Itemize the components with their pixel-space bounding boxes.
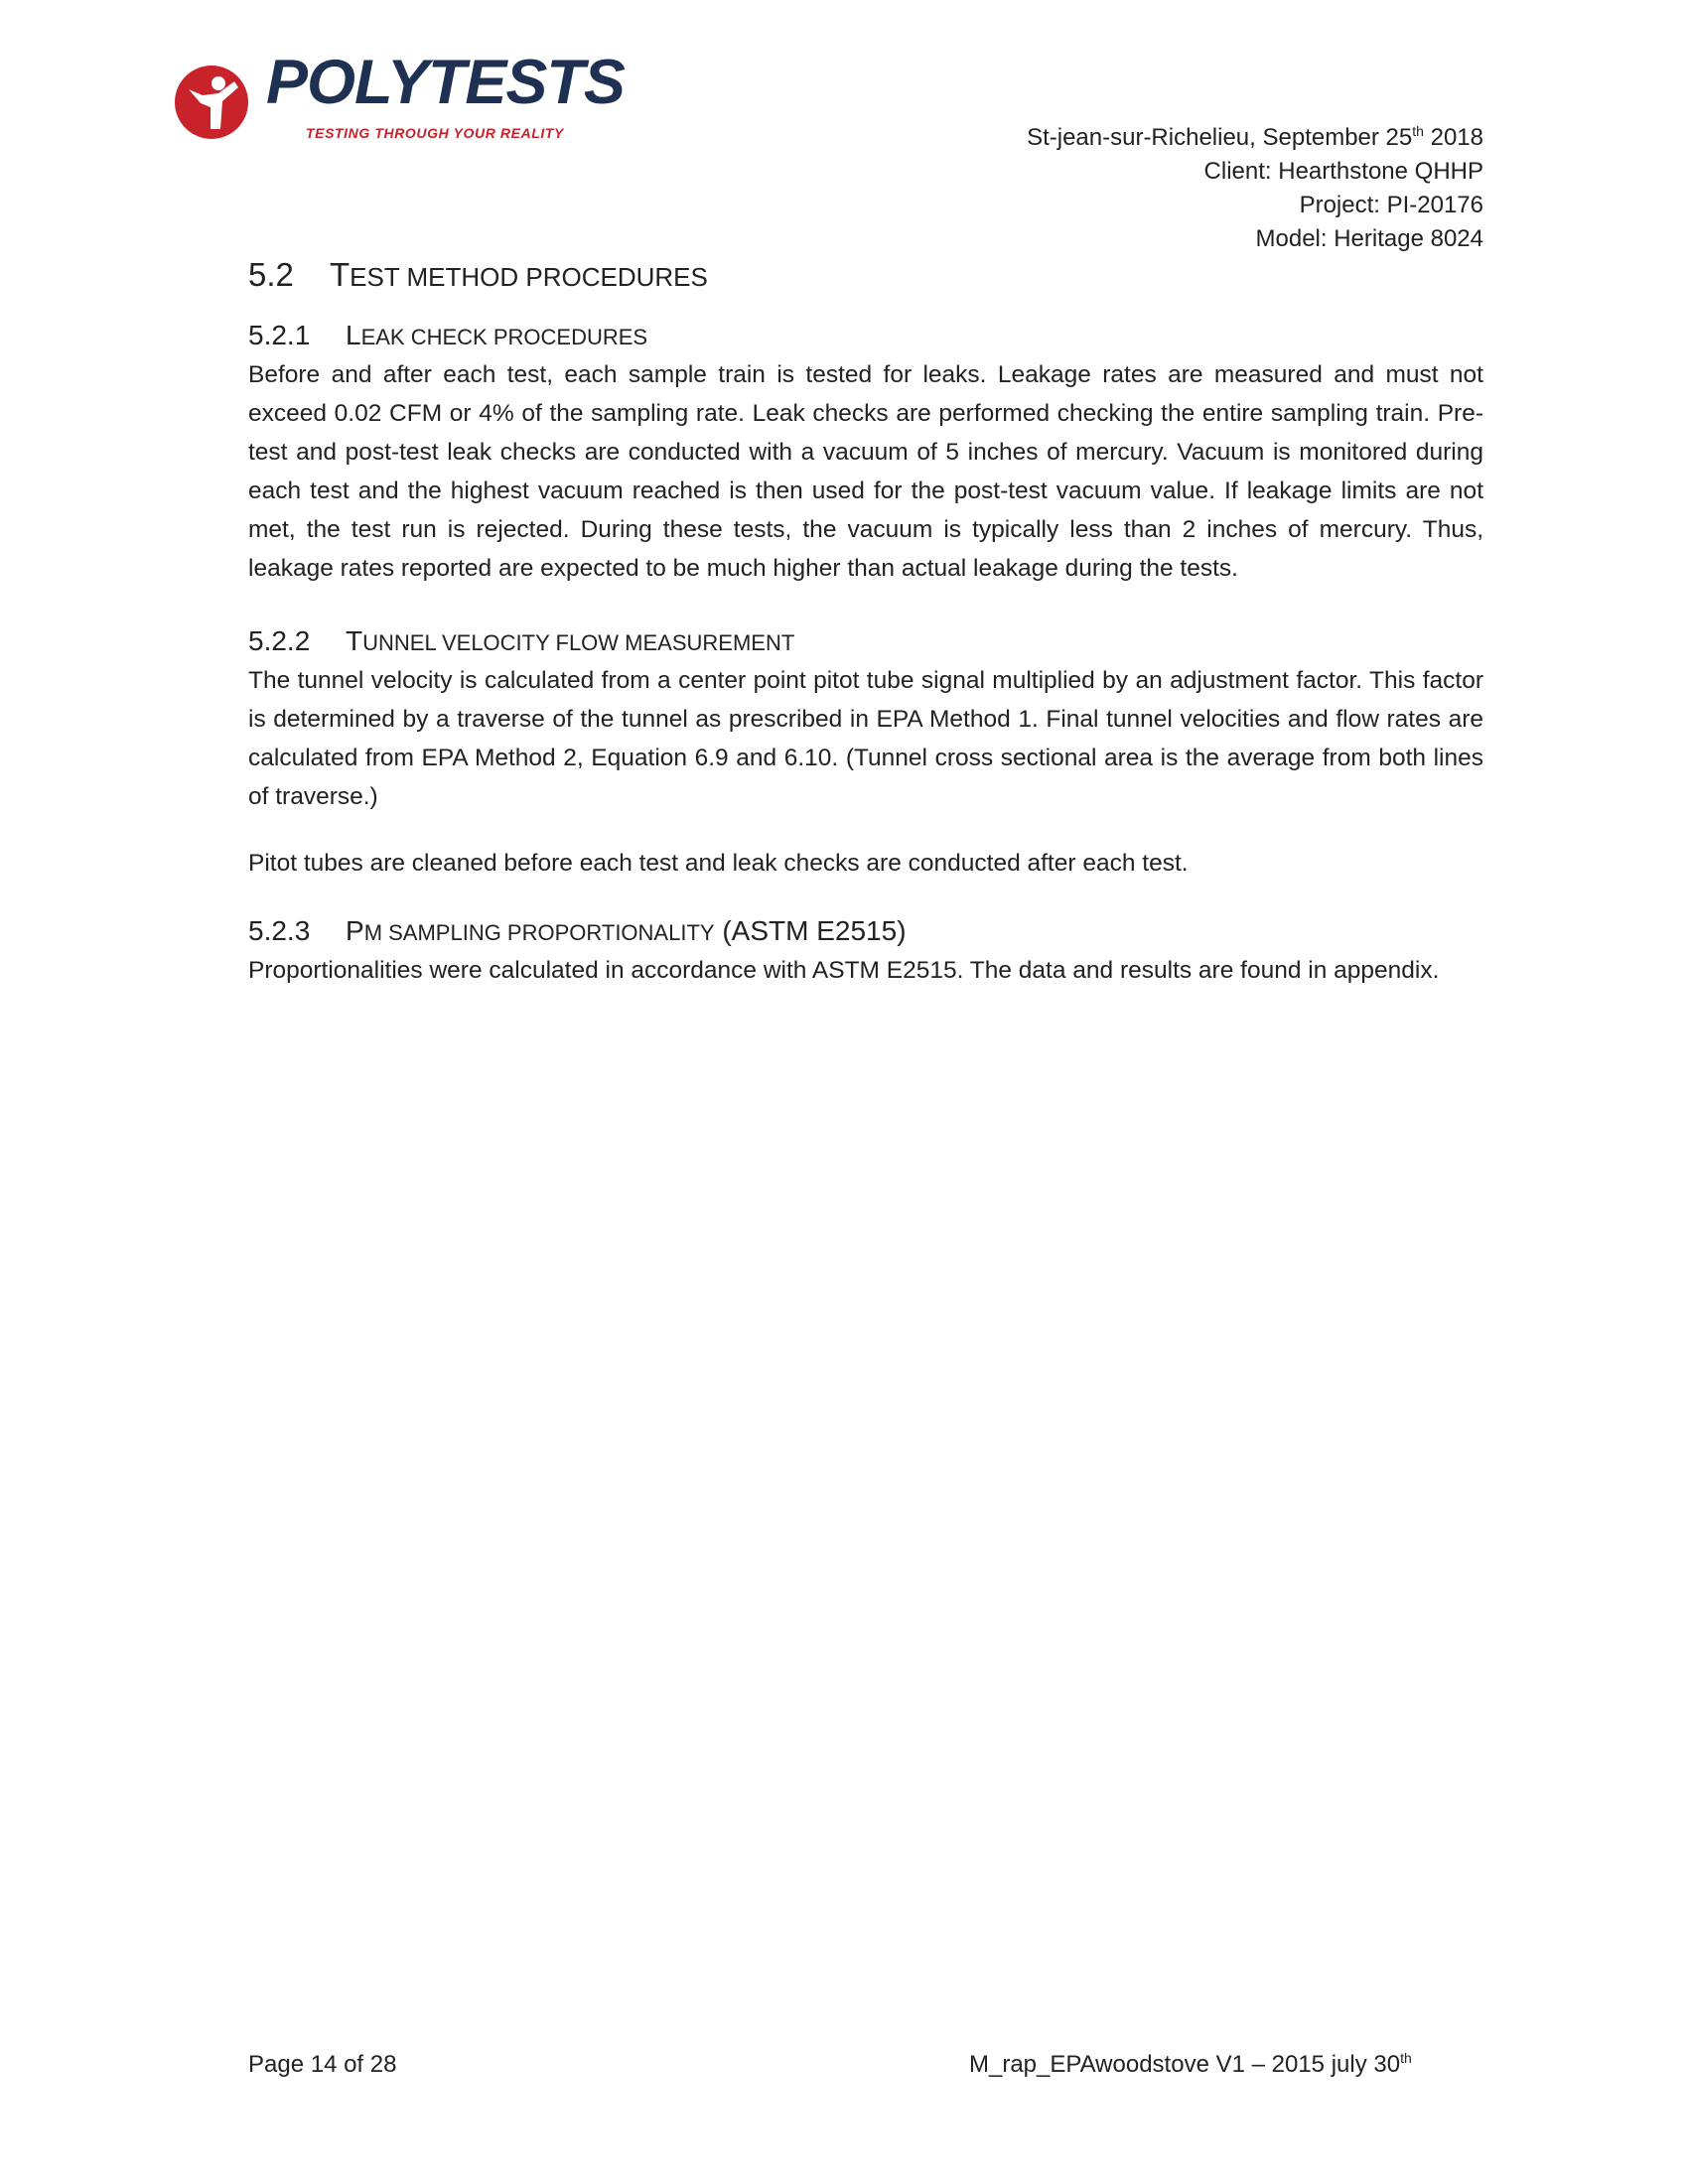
subsection-5-2-1 <box>248 320 1483 588</box>
header-info <box>1027 121 1483 256</box>
subsection-title-initial: P <box>346 915 364 946</box>
document-reference: M_rap_EPAwoodstove V1 – 2015 july 30th <box>969 2050 1412 2078</box>
paragraph: Pitot tubes are cleaned before each test and leak checks are conducted after each test. <box>248 850 1189 877</box>
section-number: 5.2 <box>248 256 294 293</box>
logo-emblem-icon <box>171 60 252 141</box>
subsection-title-rest: UNNEL VELOCITY FLOW MEASUREMENT <box>362 630 795 655</box>
subsection-number: 5.2.1 <box>248 320 311 350</box>
subsection-5-2-2 <box>248 625 1483 883</box>
paragraph: Before and after each test, each sample train is tested for leaks. Leakage rates are measured and must not exceed 0.02 CFM or 4% of the sampling rate. Leak checks are performed checking the entire sampling train. Pre-test and post-test leak checks are conducted with a vacuum of 5 inches of mercury. Vacuum is monitored during each test and the highest vacuum reached is then used for the post-test vacuum value. If leakage limits are not met, the test run is rejected. During these tests, the vacuum is typically less than 2 inches of mercury. Thus, leakage rates reported are expected to be much higher than actual leakage during the tests. <box>248 361 1483 582</box>
subsection-title-initial: T <box>346 625 363 656</box>
subsection-heading <box>248 625 1483 657</box>
logo-wordmark: POLYTESTS <box>266 48 625 117</box>
section-title-initial: T <box>330 256 351 293</box>
logo-tagline: TESTING THROUGH YOUR REALITY <box>306 125 564 141</box>
subsection-number: 5.2.2 <box>248 625 311 656</box>
subsection-title-tail: (ASTM E2515) <box>714 915 907 946</box>
header-client: Client: Hearthstone QHHP <box>1203 158 1483 185</box>
subsection-title-rest: M SAMPLING PROPORTIONALITY <box>363 920 715 945</box>
section-title-rest: EST METHOD PROCEDURES <box>350 262 708 292</box>
subsection-heading <box>248 915 1483 947</box>
subsection-title-rest: EAK CHECK PROCEDURES <box>360 325 648 349</box>
paragraph: The tunnel velocity is calculated from a center point pitot tube signal multiplied by an adjustment factor. This factor is determined by a traverse of the tunnel as prescribed in EPA Method 1. Final tunnel velocities and flow rates are calculated from EPA Method 2, Equation 6.9 and 6.10. (Tunnel cross sectional area is the average from both lines of traverse.) <box>248 667 1483 810</box>
header-model: Model: Heritage 8024 <box>1255 225 1483 252</box>
section-heading <box>248 256 1483 294</box>
subsection-title-initial: L <box>346 320 361 350</box>
page-number: Page 14 of 28 <box>248 2051 397 2078</box>
subsection-5-2-3 <box>248 915 1483 990</box>
polytests-logo <box>171 48 625 149</box>
subsection-number: 5.2.3 <box>248 915 311 946</box>
paragraph: Proportionalities were calculated in accordance with ASTM E2515. The data and results are found in appendix. <box>248 957 1440 984</box>
header-project: Project: PI-20176 <box>1299 192 1483 218</box>
subsection-heading <box>248 320 1483 351</box>
header-location-date: St-jean-sur-Richelieu, September 25th 2018 <box>1027 123 1483 151</box>
